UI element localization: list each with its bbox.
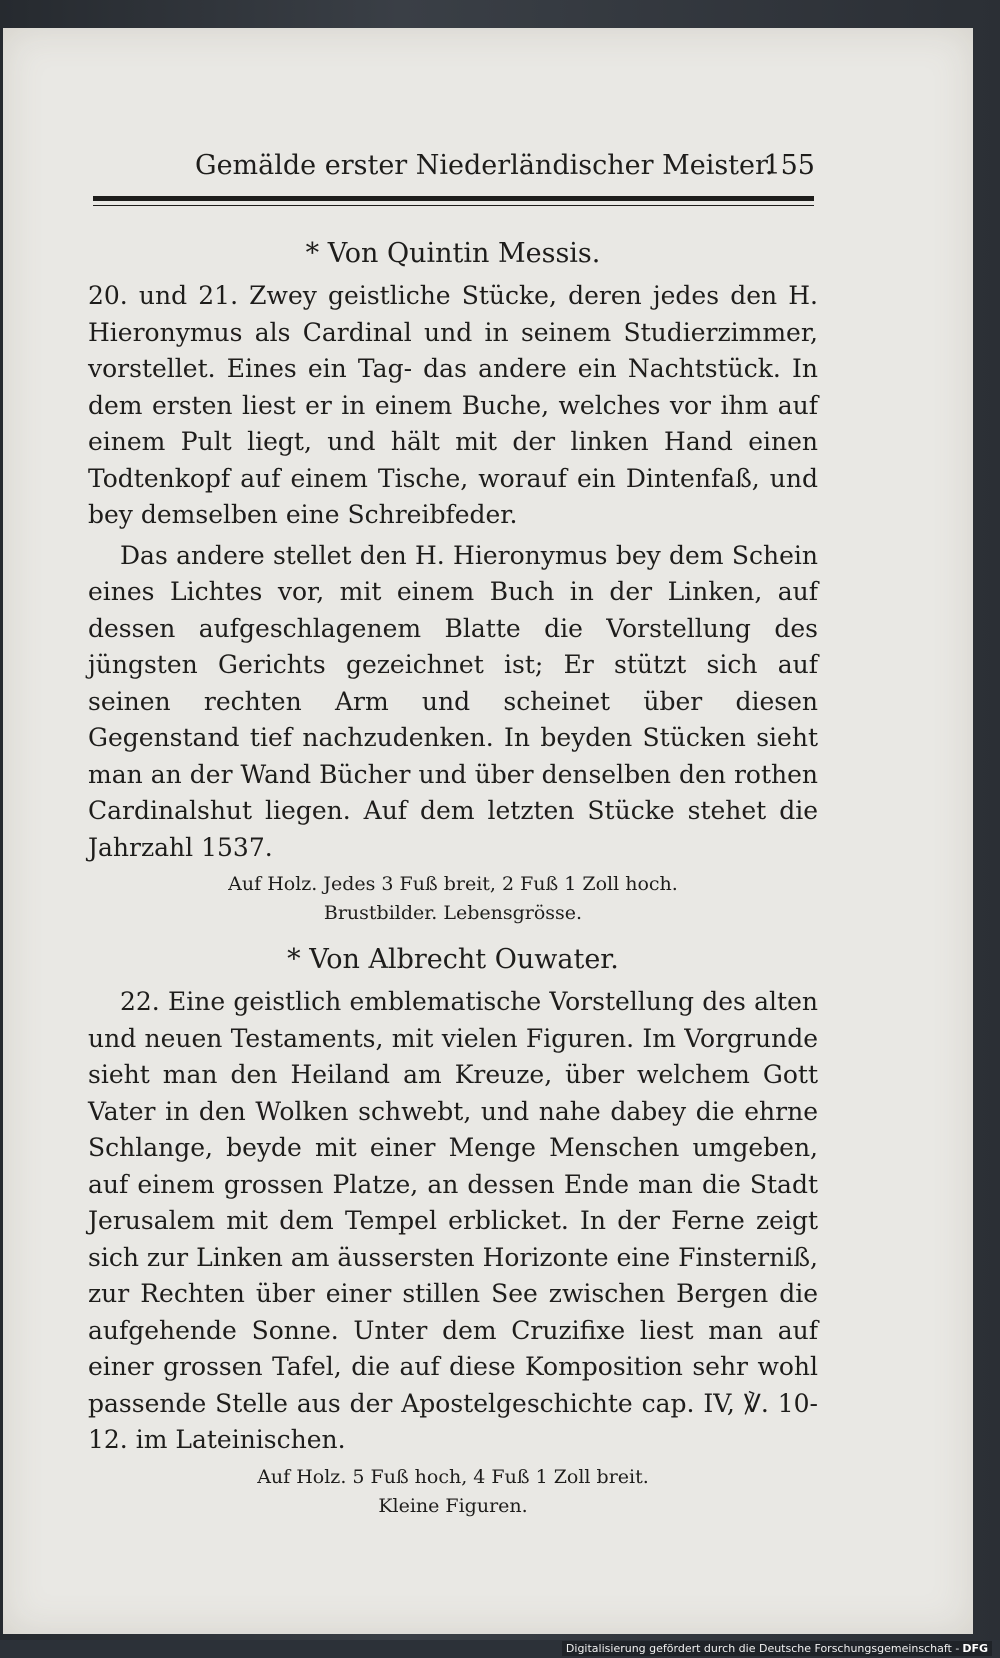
dfg-logo: DFG — [962, 1642, 988, 1655]
header-rule-thin — [93, 205, 814, 206]
running-title: Gemälde erster Niederländischer Meister. — [195, 150, 774, 181]
format-note: Brustbilder. Lebensgrösse. — [323, 902, 583, 924]
running-header — [195, 150, 815, 184]
page-body — [88, 234, 818, 1521]
paragraph: 20. und 21. Zwey geistliche Stücke, deren jedes den H. Hieronymus als Cardinal und in seinem Studierzimmer, vorstellet. Eines ein Tag- das andere ein Nachtstück. In dem ersten liest er in einem Buche, welches vor ihm auf einem Pult liegt, und hält mit der linken Hand einen Todtenkopf auf einem Tische, worauf ein Dintenfaß, und bey demselben eine Schreibfeder. — [88, 281, 818, 529]
dimension-note: Auf Holz. Jedes 3 Fuß breit, 2 Fuß 1 Zoll hoch. — [228, 873, 678, 895]
section-albrecht-ouwater — [88, 940, 818, 1521]
format-note: Kleine Figuren. — [378, 1494, 528, 1517]
section-heading: * Von Quintin Messis. — [305, 238, 601, 269]
digitization-credit — [562, 1641, 992, 1656]
section-gap — [88, 928, 818, 940]
section-heading: * Von Albrecht Ouwater. — [287, 944, 619, 975]
page-number: 155 — [763, 150, 815, 181]
section-quintin-messis — [88, 234, 818, 928]
paragraph: 22. Eine geistlich emblematische Vorstellung des alten und neuen Testaments, mit vielen Figuren. Im Vorgrunde sieht man den Heiland am Kreuze, über welchem Gott Vater in den Wolken schwebt, und nahe dabey die ehrne Schlange, beyde mit einer Menge Menschen umgeben, auf einem grossen Platze, an dessen Ende man die Stadt Jerusalem mit dem Tempel erblicket. In der Ferne zeigt sich zur Linken am äussersten Horizonte eine Finsterniß, zur Rechten über einer stillen See zwischen Bergen die aufgehende Sonne. Unter dem Cruzifixe liest man auf einer grossen Tafel, die auf diese Komposition sehr wohl passende Stelle aus der Apostelgeschichte cap. IV, ℣. 10-12. im Lateinischen. — [88, 987, 818, 1454]
paragraph: Das andere stellet den H. Hieronymus bey dem Schein eines Lichtes vor, mit einem Buch in der Linken, auf dessen aufgeschlagenem Blatte die Vorstellung des jüngsten Gerichts gezeichnet ist; Er stützt sich auf seinen rechten Arm und scheinet über diesen Gegenstand tief nachzudenken. In beyden Stücken sieht man an der Wand Bücher und über denselben den rothen Cardinalshut liegen. Auf dem letzten Stücke stehet die Jahrzahl 1537. — [88, 540, 818, 862]
header-rule-thick — [93, 196, 814, 201]
dimension-note: Auf Holz. 5 Fuß hoch, 4 Fuß 1 Zoll breit. — [257, 1465, 649, 1488]
credit-text: Digitalisierung gefördert durch die Deutsche Forschungsgemeinschaft - — [565, 1642, 960, 1655]
